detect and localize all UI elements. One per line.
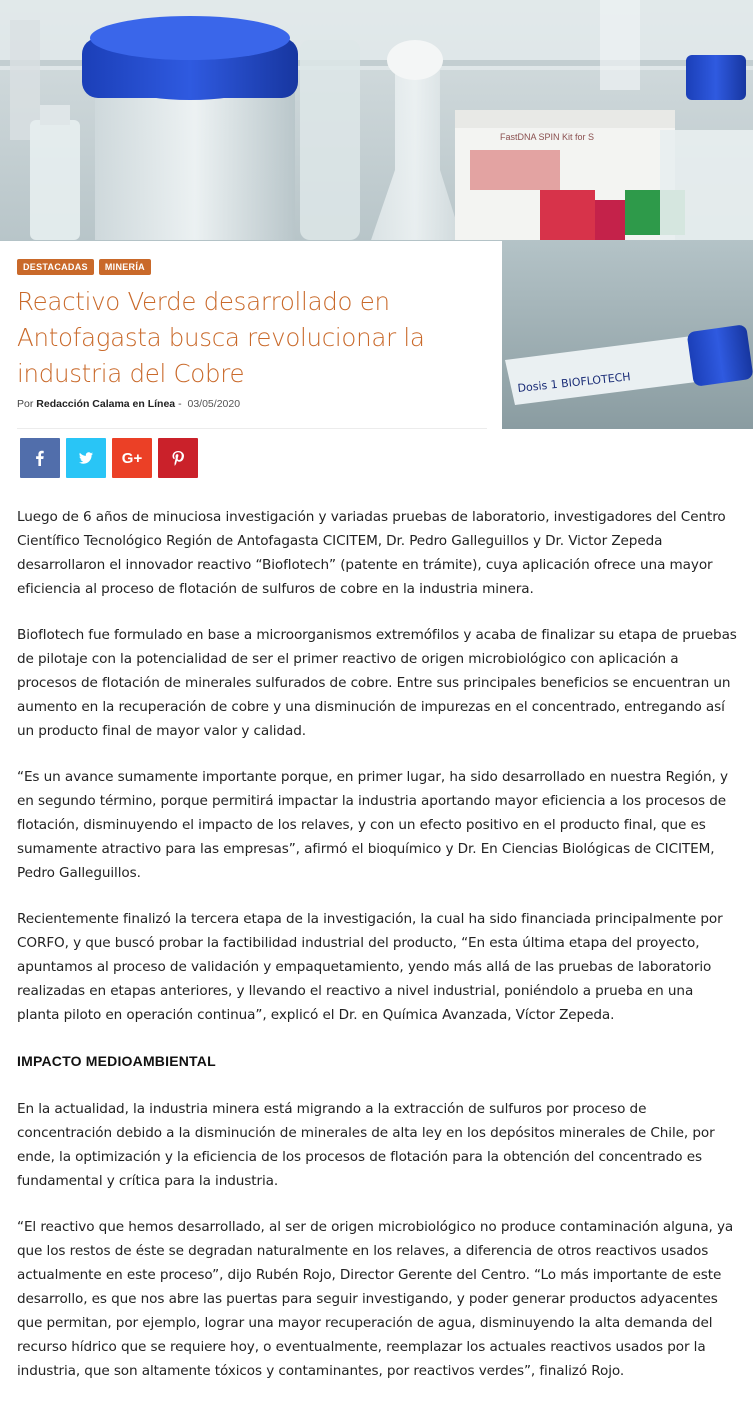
twitter-icon [78,450,94,466]
publish-date: 03/05/2020 [187,398,241,410]
paragraph-4: Recientemente finalizó la tercera etapa de la investigación, la cual ha sido financiada principalmente por CORFO, y que buscó probar la factibilidad industrial del producto, “En esta última etapa del proyecto, apuntamos al proceso de validación y empaquetamiento, yendo más allá de las pruebas de laboratorio realizadas en etapas anteriores, y llevando el reactivo a nivel industrial, poniéndolo a prueba en una planta piloto en operación continua”, explicó el Dr. en Química Avanzada, Víctor Zepeda. [17,911,723,1023]
author-link[interactable]: Redacción Calama en Línea [36,398,176,410]
article-title: Reactivo Verde desarrollado en Antofagasta busca revolucionar la industria del Cobre [17,287,425,388]
paragraph-6: “El reactivo que hemos desarrollado, al ser de origen microbiológico no produce contaminación alguna, ya que los restos de éste se degradan naturalmente en los relaves, a diferencia de otros reactivos usados actualmente en este proceso”, dijo Rubén Rojo, Director Gerente del Centro. “Lo más importante de este desarrollo, es que nos abre las puertas para seguir investigando, y poder generar productos adyacentes que permitan, por ejemplo, lograr una mayor recuperación de agua, disminuyendo la alta demanda del recurso hídrico que se requiere hoy, o eventualmente, reemplazar los actuales reactivos usados por la industria, que son altamente tóxicos y contaminantes, por reactivos verdes”, finalizó Rojo. [17,1219,734,1379]
share-pinterest-button[interactable] [158,438,198,478]
category-tags [17,259,151,275]
byline-separator: - [178,398,182,410]
paragraph-1: Luego de 6 años de minuciosa investigación y variadas pruebas de laboratorio, investigadores del Centro Científico Tecnológico Región de Antofagasta CICITEM, Dr. Pedro Galleguillos y Dr. Victor Zepeda desarrollaron el innovador reactivo “Bioflotech” (patente en trámite), cuya aplicación ofrece una mayor eficiencia al proceso de flotación de sulfuros de cobre en la industria minera. [17,509,726,597]
byline-prefix: Por [17,398,34,410]
box-label: FastDNA SPIN Kit for S [500,132,595,142]
byline [17,398,240,410]
divider [17,428,487,429]
section-heading: IMPACTO MEDIOAMBIENTAL [17,1053,216,1069]
paragraph-3: “Es un avance sumamente importante porque, en primer lugar, ha sido desarrollado en nuestra Región, y en segundo término, porque permitirá impactar la industria aportando mayor eficiencia a los procesos de flotación, disminuyendo el impacto de los relaves, y con un efecto positivo en el producto final, que es sumamente atractivo para las empresas”, afirmó el bioquímico y Dr. En Ciencias Biológicas de CICITEM, Pedro Galleguillos. [17,769,728,881]
paragraph-2: Bioflotech fue formulado en base a microorganismos extremófilos y acaba de finalizar su etapa de pruebas de pilotaje con la potencialidad de ser el primer reactivo de origen microbiológico con aplicación a procesos de flotación de minerales sulfurados de cobre. Entre sus principales beneficios se encuentran un aumento en la recuperación de cobre y una disminución de impurezas en el concentrado, entregando así un producto final de mayor valor y calidad. [17,627,737,739]
facebook-icon [32,450,48,466]
share-google-plus-button[interactable] [112,438,152,478]
article-body [17,505,739,1405]
paragraph-5: En la actualidad, la industria minera está migrando a la extracción de sulfuros por proceso de concentración debido a la disminución de minerales de alta ley en los depósitos minerales de Chile, por ende, la optimización y la eficiencia de los procesos de flotación para la obtención del concentrado es fundamental y crítica para la industria. [17,1101,715,1189]
title-card [0,241,502,429]
google-plus-icon: G+ [121,449,143,467]
category-tag-destacadas[interactable]: DESTACADAS [17,259,94,275]
tube-label: Dosis 1 BIOFLOTECH [516,370,632,395]
share-facebook-button[interactable] [20,438,60,478]
share-buttons [20,438,198,478]
share-twitter-button[interactable] [66,438,106,478]
pinterest-icon [170,450,186,466]
category-tag-mineria[interactable]: MINERÍA [99,259,151,275]
